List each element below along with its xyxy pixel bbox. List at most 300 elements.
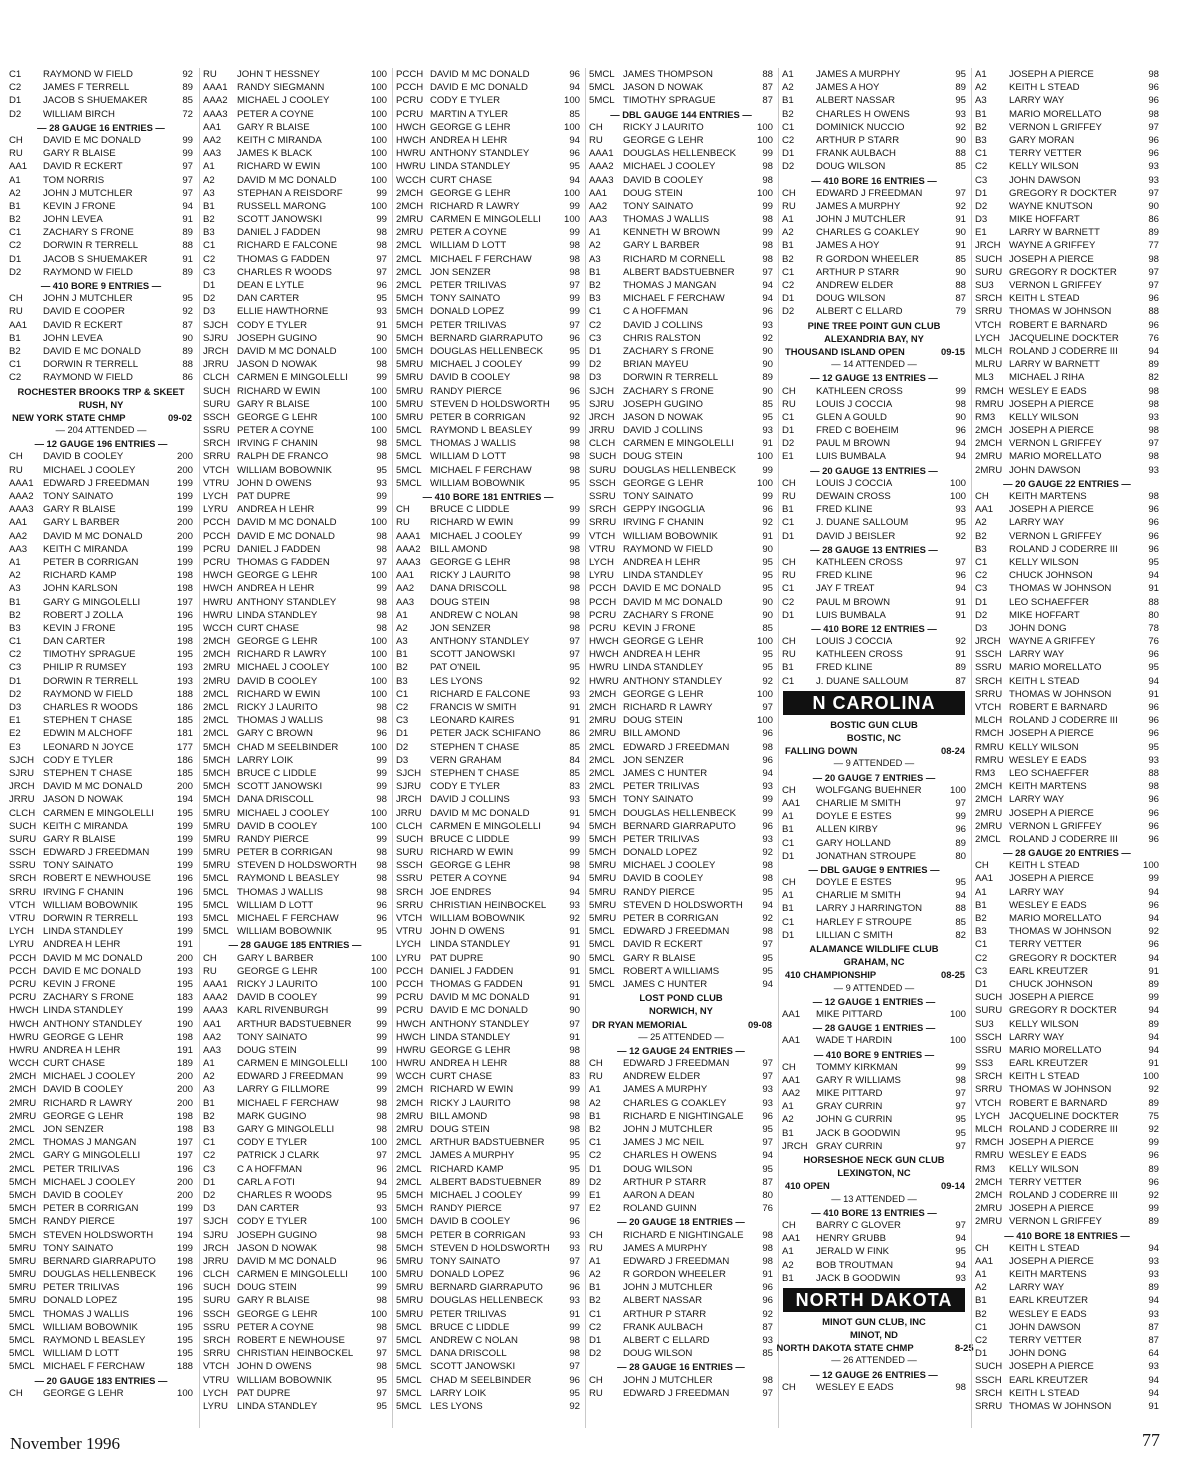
class-code: 5MCL (396, 1374, 422, 1386)
class-code: 2MCL (396, 240, 422, 252)
score: 100 (370, 636, 387, 648)
shooter-name: GARY L BARBER (237, 952, 314, 964)
score: 96 (762, 504, 773, 516)
shooter-name: JOSEPH GUGINO (623, 398, 703, 410)
shooter-name: GEPPY INGOGLIA (623, 504, 705, 516)
score: 94 (955, 438, 966, 450)
class-code: SURU (396, 847, 424, 859)
shooter-name: JOHN D OWENS (237, 477, 312, 489)
result-row (586, 596, 776, 609)
result-row (972, 780, 1162, 793)
class-code: SUCH (203, 1282, 231, 1294)
class-code: AA2 (9, 530, 28, 542)
event-date: 09-15 (941, 345, 965, 357)
class-code: A2 (782, 227, 794, 239)
class-code: RU (782, 649, 796, 661)
result-row (586, 978, 776, 991)
score: 100 (370, 1308, 387, 1320)
shooter-name: THOMAS W JOHNSON (1009, 1400, 1112, 1412)
result-row (586, 1136, 776, 1149)
shooter-name: ALLEN KIRBY (816, 824, 878, 836)
shooter-name: DAVID M MC DONALD (237, 345, 337, 357)
score: 93 (1148, 464, 1159, 476)
shooter-name: LILLIAN C SMITH (816, 929, 893, 941)
shooter-name: CHARLES G COAKLEY (816, 227, 920, 239)
shooter-name: GARY G MINGOLELLI (237, 1124, 335, 1135)
shooter-name: CURT CHASE (237, 622, 300, 634)
shooter-name: RAYMOND L BEASLEY (43, 1335, 146, 1346)
result-row (200, 134, 390, 147)
shooter-name: HARLEY F STROUPE (816, 916, 912, 928)
shooter-name: JAMES A MURPHY (816, 200, 901, 212)
class-code: PCCH (9, 952, 37, 964)
result-row (393, 450, 583, 463)
class-code: A3 (396, 636, 408, 648)
result-row (393, 503, 583, 516)
result-row (6, 622, 196, 635)
result-row (779, 648, 969, 661)
score: 100 (370, 69, 387, 80)
result-row (779, 1113, 969, 1126)
score: 93 (1148, 1361, 1159, 1373)
class-code: RU (782, 398, 796, 410)
score: 98 (762, 1242, 773, 1254)
shooter-name: ROLAND J CODERRE III (1009, 1124, 1118, 1135)
class-code: AAA3 (203, 1005, 228, 1017)
class-code: 2MCH (396, 187, 424, 199)
result-row (6, 1123, 196, 1136)
class-code: SRCH (975, 293, 1003, 305)
shooter-name: CHARLES R WOODS (237, 266, 332, 278)
score: 90 (955, 134, 966, 146)
result-row (779, 1245, 969, 1258)
score: 98 (569, 596, 580, 608)
result-row (6, 450, 196, 463)
shooter-name: MARIO MORELLATO (1009, 1044, 1102, 1056)
score: 93 (569, 1242, 580, 1254)
class-code: A1 (589, 227, 601, 239)
score: 98 (376, 359, 387, 371)
score: 98 (762, 161, 773, 173)
shooter-name: GEORGE G LEHR (430, 556, 511, 568)
score: 99 (376, 491, 387, 502)
score: 91 (762, 530, 773, 542)
result-row (6, 490, 196, 503)
score: 98 (1148, 425, 1159, 437)
score: 100 (370, 965, 387, 977)
score: 195 (176, 1321, 193, 1333)
class-code: 2MRU (203, 675, 231, 687)
score: 97 (376, 1150, 387, 1162)
score: 98 (569, 583, 580, 595)
class-code: SRRU (203, 451, 231, 463)
shooter-name: DOUG WILSON (623, 1163, 693, 1175)
result-row (972, 1163, 1162, 1176)
shooter-name: PAUL M BROWN (816, 596, 891, 608)
result-row (586, 859, 776, 872)
score: 91 (569, 992, 580, 1004)
result-row (393, 1097, 583, 1110)
result-row (200, 1334, 390, 1347)
shooter-name: JOHN DAWSON (1009, 1321, 1081, 1333)
result-row (586, 688, 776, 701)
shooter-name: JACQUELINE DOCKTER (1009, 1110, 1119, 1122)
class-code: AA1 (203, 121, 222, 133)
score: 94 (1148, 1005, 1159, 1017)
result-row (393, 701, 583, 714)
class-code: AA3 (589, 214, 608, 226)
score: 99 (182, 148, 193, 160)
shooter-name: GREGORY R DOCKTER (1009, 1005, 1117, 1017)
shooter-name: RICHARD M CORNELL (623, 253, 726, 265)
result-row (972, 279, 1162, 292)
result-row (586, 780, 776, 793)
shooter-name: GEORGE G LEHR (237, 1308, 318, 1320)
score: 96 (955, 425, 966, 437)
result-row (200, 424, 390, 437)
class-code: C1 (975, 1321, 988, 1333)
result-row (586, 622, 776, 635)
score: 88 (762, 69, 773, 80)
shooter-name: GARY HOLLAND (816, 837, 891, 849)
event-title: FALLING DOWN (785, 745, 858, 757)
class-code: VTCH (589, 530, 616, 542)
section-heading-text: — 28 GAUGE 1 ENTRIES — (812, 1022, 936, 1034)
shooter-name: CARMEN E MINGOLELLI (430, 820, 541, 832)
score: 96 (1148, 504, 1159, 516)
shooter-name: MICHAEL J COOLEY (430, 359, 523, 371)
result-row (200, 213, 390, 226)
class-code: C1 (9, 359, 22, 371)
class-code: 2MCH (396, 1084, 424, 1096)
result-row (779, 1100, 969, 1113)
shooter-name: ARTHUR BADSTUEBNER (430, 1137, 545, 1149)
result-row (393, 1255, 583, 1268)
class-code: RMRU (975, 398, 1004, 410)
class-code: HWRU (589, 662, 619, 674)
shooter-name: LUIS BUMBALA (816, 609, 886, 621)
score: 199 (176, 847, 193, 859)
score: 200 (176, 1084, 193, 1096)
shooter-name: DAVID M MC DONALD (237, 174, 337, 186)
shooter-name: ANDREW ELDER (623, 1071, 701, 1083)
score: 93 (1148, 1255, 1159, 1267)
score: 198 (176, 636, 193, 648)
score: 97 (376, 1387, 387, 1399)
class-code: 5MCH (9, 1189, 37, 1201)
class-code: C3 (975, 583, 988, 595)
shooter-name: GEORGE G LEHR (430, 860, 511, 872)
score: 98 (569, 609, 580, 621)
class-code: 2MCL (203, 728, 229, 740)
event-title: DR RYAN MEMORIAL (592, 1018, 688, 1030)
class-code: 5MCH (589, 847, 617, 859)
result-row (972, 1268, 1162, 1281)
score: 196 (176, 609, 193, 621)
shooter-name: JAMES A MURPHY (430, 1150, 515, 1162)
shooter-name: GARY G MINGOLELLI (43, 596, 141, 608)
shooter-name: SCOTT JANOWSKI (430, 649, 516, 661)
shooter-name: RICHARD KAMP (430, 1163, 504, 1175)
shooter-name: TONY SAINATO (623, 491, 694, 502)
class-code: C1 (203, 240, 216, 252)
result-row (972, 1044, 1162, 1057)
shooter-name: KEITH MARTENS (1009, 491, 1087, 502)
shooter-name: DANA DRISCOLL (430, 583, 507, 595)
class-code: PCCH (396, 978, 424, 990)
score: 93 (1148, 1269, 1159, 1281)
score: 100 (370, 1269, 387, 1281)
section-heading-text: — 410 BORE 18 ENTRIES — (1004, 1229, 1130, 1241)
class-code: 2MCH (589, 688, 617, 700)
class-code: 5MRU (203, 807, 231, 819)
class-code: RM3 (975, 767, 996, 779)
score: 185 (176, 715, 193, 727)
class-code: D1 (782, 609, 795, 621)
shooter-name: CARL A FOTI (237, 1176, 295, 1188)
result-row (972, 345, 1162, 358)
score: 195 (176, 1335, 193, 1346)
class-code: AAA2 (203, 95, 228, 107)
section-heading-text: — 410 BORE 13 ENTRIES — (811, 1206, 937, 1218)
result-row (6, 147, 196, 160)
club-location-text: GRAHAM, NC (843, 956, 905, 968)
shooter-name: RAYMOND W FIELD (43, 688, 133, 700)
shooter-name: LEONARD N JOYCE (43, 741, 134, 753)
class-code: 2MCL (589, 741, 615, 753)
score: 97 (1148, 187, 1159, 199)
shooter-name: JAMES C HUNTER (623, 767, 708, 779)
shooter-name: STEVEN D HOLDSWORTH (430, 1242, 550, 1254)
shooter-name: WILLIAM BOBOWNIK (237, 926, 332, 938)
shooter-name: TONY SAINATO (237, 1031, 308, 1043)
shooter-name: CARMEN E MINGOLELLI (237, 1269, 348, 1281)
shooter-name: JAMES C HUNTER (623, 978, 708, 990)
score: 72 (182, 108, 193, 120)
shooter-name: FRED KLINE (816, 570, 873, 582)
shooter-name: CODY E TYLER (430, 95, 501, 107)
shooter-name: EDWARD J FREEDMAN (43, 477, 150, 489)
score: 99 (569, 517, 580, 529)
shooter-name: BRIAN MAYEU (623, 359, 689, 371)
class-code: D1 (9, 253, 22, 265)
shooter-name: TIMOTHY SPRAGUE (623, 95, 716, 107)
club-location (779, 1166, 969, 1179)
result-row (972, 1018, 1162, 1031)
class-code: B2 (975, 913, 987, 924)
score: 98 (376, 1242, 387, 1254)
shooter-name: DAVID B COOLEY (43, 1084, 124, 1096)
shooter-name: GARY R WILLIAMS (816, 1074, 901, 1086)
shooter-name: THOMAS W JOHNSON (1009, 583, 1112, 595)
attendance-line (779, 1193, 969, 1206)
shooter-name: GARY R BLAISE (43, 833, 116, 845)
result-row (586, 925, 776, 938)
shooter-name: ANDREA H LEHR (237, 504, 315, 516)
class-code: SRCH (203, 1335, 231, 1346)
shooter-name: DANA DRISCOLL (237, 794, 314, 806)
result-row (972, 239, 1162, 252)
result-row (586, 279, 776, 292)
score: 93 (569, 899, 580, 911)
shooter-name: BRUCE C LIDDLE (430, 1321, 510, 1333)
shooter-name: LARRY W BARNETT (1009, 359, 1100, 371)
score: 95 (569, 1150, 580, 1162)
score: 99 (762, 807, 773, 819)
result-row (586, 1347, 776, 1360)
score: 99 (569, 1189, 580, 1201)
score: 195 (176, 807, 193, 819)
shooter-name: KEITH L STEAD (1009, 1242, 1080, 1254)
score: 96 (1148, 649, 1159, 661)
score: 98 (569, 451, 580, 463)
result-row (972, 978, 1162, 991)
score: 97 (569, 280, 580, 291)
class-code: SSRU (9, 860, 36, 872)
shooter-name: ROLAND J CODERRE III (1009, 1189, 1118, 1201)
class-code: A1 (203, 1058, 215, 1070)
result-row (393, 727, 583, 740)
shooter-name: RICHARD E FALCONE (237, 240, 338, 252)
result-row (6, 1347, 196, 1360)
score: 199 (176, 1242, 193, 1254)
score: 98 (376, 240, 387, 252)
shooter-name: DAVID M MC DONALD (237, 1255, 337, 1267)
result-row (393, 1123, 583, 1136)
shooter-name: JAMES J MC NEIL (623, 1137, 705, 1149)
class-code: CH (782, 784, 796, 796)
shooter-name: DOUGLAS HELLENBECK (623, 148, 737, 160)
shooter-name: KEITH L STEAD (1009, 675, 1080, 687)
shooter-name: KELLY WILSON (1009, 1018, 1079, 1030)
shooter-name: JAMES A HOY (816, 240, 880, 252)
shooter-name: PETER B CORRIGAN (430, 1229, 526, 1241)
score: 98 (762, 214, 773, 226)
class-code: A3 (589, 253, 601, 265)
score: 88 (1148, 596, 1159, 608)
result-row (586, 292, 776, 305)
result-row (393, 1110, 583, 1123)
result-row (393, 1387, 583, 1400)
score: 181 (176, 728, 193, 740)
score: 98 (376, 702, 387, 713)
result-row (200, 1176, 390, 1189)
result-row (779, 450, 969, 463)
shooter-name: DANIEL J FADDEN (237, 543, 321, 555)
result-row (972, 820, 1162, 833)
event-line (6, 411, 196, 424)
class-code: D2 (782, 306, 795, 318)
class-code: SUCH (396, 833, 424, 845)
score: 92 (182, 306, 193, 318)
score: 97 (1148, 438, 1159, 450)
class-code: C1 (975, 148, 988, 160)
score: 100 (370, 978, 387, 990)
class-code: 2MCL (9, 1150, 35, 1162)
shooter-name: RAYMOND L BEASLEY (237, 873, 340, 885)
result-row (586, 319, 776, 332)
shooter-name: LOUIS J COCCIA (816, 477, 893, 489)
shooter-name: DOYLE E ESTES (816, 811, 892, 823)
result-row (200, 371, 390, 384)
shooter-name: ANTHONY STANDLEY (623, 675, 723, 687)
result-row (393, 305, 583, 318)
score: 99 (376, 1044, 387, 1056)
class-code: WCCH (396, 174, 426, 186)
shooter-name: CODY E TYLER (430, 781, 501, 793)
score: 95 (569, 1163, 580, 1175)
shooter-name: PETER B CORRIGAN (43, 556, 139, 568)
score: 200 (176, 464, 193, 476)
attendance-line (779, 982, 969, 995)
shooter-name: EARL KREUTZER (1009, 1374, 1089, 1386)
result-row (6, 1044, 196, 1057)
score: 89 (955, 82, 966, 94)
score: 100 (370, 570, 387, 582)
score: 85 (955, 916, 966, 928)
shooter-name: MARIO MORELLATO (1009, 662, 1102, 674)
shooter-name: MIKE HOFFART (1009, 214, 1080, 226)
class-code: 5MCH (396, 345, 424, 357)
score: 94 (762, 767, 773, 779)
shooter-name: CHARLES H OWENS (816, 108, 910, 120)
shooter-name: JOHN DONG (1009, 622, 1067, 634)
shooter-name: FRANK AULBACH (623, 1321, 703, 1333)
score: 96 (1148, 794, 1159, 806)
event-line (586, 1018, 776, 1031)
result-row (6, 1163, 196, 1176)
shooter-name: TONY SAINATO (430, 293, 501, 305)
class-code: 5MCL (396, 1400, 422, 1412)
club-name-text: ROCHESTER BROOKS TRP & SKEET (17, 385, 185, 397)
shooter-name: GARY R BLAISE (623, 952, 696, 964)
score: 96 (1148, 820, 1159, 832)
score: 196 (176, 1163, 193, 1175)
score: 100 (370, 134, 387, 146)
shooter-name: JAMES THOMPSON (623, 69, 713, 80)
score: 97 (762, 1137, 773, 1149)
result-row (972, 81, 1162, 94)
score: 98 (762, 240, 773, 252)
score: 100 (370, 952, 387, 964)
class-code: JRRU (396, 807, 422, 819)
result-row (200, 503, 390, 516)
shooter-name: MICHAEL J COOLEY (237, 95, 330, 107)
result-row (972, 358, 1162, 371)
shooter-name: ROLAND J CODERRE III (1009, 715, 1118, 727)
result-row (6, 108, 196, 121)
shooter-name: JOHN J MUTCHLER (43, 187, 133, 199)
shooter-name: BRUCE C LIDDLE (237, 767, 317, 779)
result-row (6, 530, 196, 543)
result-row (200, 358, 390, 371)
result-row (393, 147, 583, 160)
result-row (393, 596, 583, 609)
class-code: AAA1 (203, 978, 228, 990)
score: 95 (955, 1246, 966, 1258)
score: 92 (762, 913, 773, 924)
class-code: PCCH (203, 530, 231, 542)
class-code: CLCH (396, 820, 423, 832)
result-row (393, 1268, 583, 1281)
section-heading (6, 279, 196, 292)
result-row (393, 68, 583, 81)
class-code: AAA2 (589, 161, 614, 173)
shooter-name: DAVID B COOLEY (430, 1216, 511, 1228)
club-location-text: RUSH, NY (78, 398, 124, 410)
class-code: CLCH (203, 372, 230, 384)
result-row (393, 556, 583, 569)
